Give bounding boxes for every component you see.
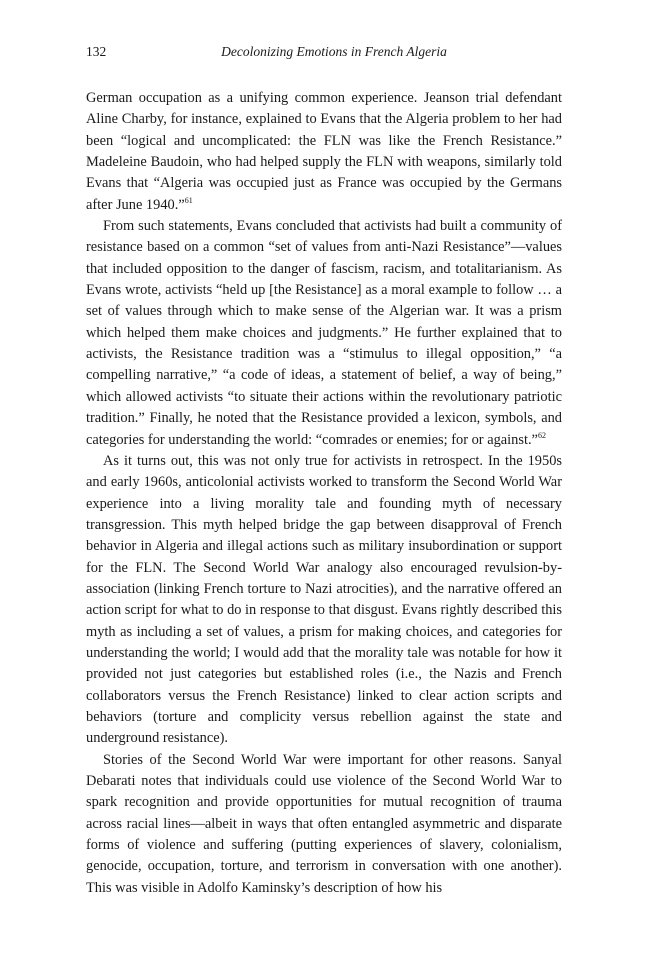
paragraph (86, 216, 562, 451)
footnote-marker[interactable]: 62 (537, 430, 546, 440)
paragraph-text: German occupation as a unifying common experience. Jeanson trial defendant Aline Charby, for instance, explained to Evans that the Algeria problem to her had been “logical and uncomplicated: the FLN was like the French Resistance.” Madeleine Baudoin, who had helped supply the FLN with weapons, similarly told Evans that “Algeria was occupied just as France was occupied by the Germans after June 1940.” (86, 90, 562, 213)
paragraph (86, 88, 562, 216)
paragraph (86, 451, 562, 750)
footnote-marker[interactable]: 61 (184, 195, 193, 205)
paragraph-text: Stories of the Second World War were important for other reasons. Sanyal Debarati notes that individuals could use violence of the Second World War to spark recognition and provide opportunities for mutual recognition of trauma across racial lines—albeit in ways that often entangled asymmetric and disparate forms of violence and suffering (putting experiences of slavery, colonialism, genocide, occupation, torture, and terrorism in conversation with one another). This was visible in Adolfo Kaminsky’s description of how his (86, 751, 562, 896)
running-title: Decolonizing Emotions in French Algeria (221, 44, 447, 59)
page-number: 132 (86, 44, 107, 59)
paragraph-text: From such statements, Evans concluded that activists had built a community of resistance based on a common “set of values from anti-Nazi Resistance”—values that included opposition to the danger of fascism, racism, and totalitarianism. As Evans wrote, activists “held up [the Resistance] as a moral example to follow … a set of values through which to make sense of the Algerian war. It was a prism which helped them make choices and judgments.” He further explained that to activists, the Resistance tradition was a “stimulus to illegal opposition,” “a compelling narrative,” “a code of ideas, a statement of belief, a way of being,” which allowed activists “to situate their actions within the revolutionary patriotic tradition.” Finally, he noted that the Resistance provided a lexicon, symbols, and categories for understanding the world: “comrades or enemies; for or against.” (86, 218, 562, 448)
body-text (86, 88, 562, 899)
page-header (86, 44, 562, 66)
paragraph (86, 750, 562, 899)
paragraph-text: As it turns out, this was not only true for activists in retrospect. In the 1950s and early 1960s, anticolonial activists worked to transform the Second World War experience into a living morality tale and founding myth of necessary transgression. This myth helped bridge the gap between disapproval of French behavior in Algeria and illegal actions such as military insubordination or support for the FLN. The Second World War analogy also encouraged revulsion-by-association (linking French torture to Nazi atrocities), and the narrative offered an action script for what to do in response to that disgust. Evans rightly described this myth as including a set of values, a prism for making choices, and categories for understanding the world; I would add that the morality tale was notable for how it provided not just categories but established roles (i.e., the Nazis and French collaborators versus the French Resistance) linked to clear action scripts and behaviors (torture and complicity versus rebellion against the state and underground resistance). (86, 452, 563, 747)
